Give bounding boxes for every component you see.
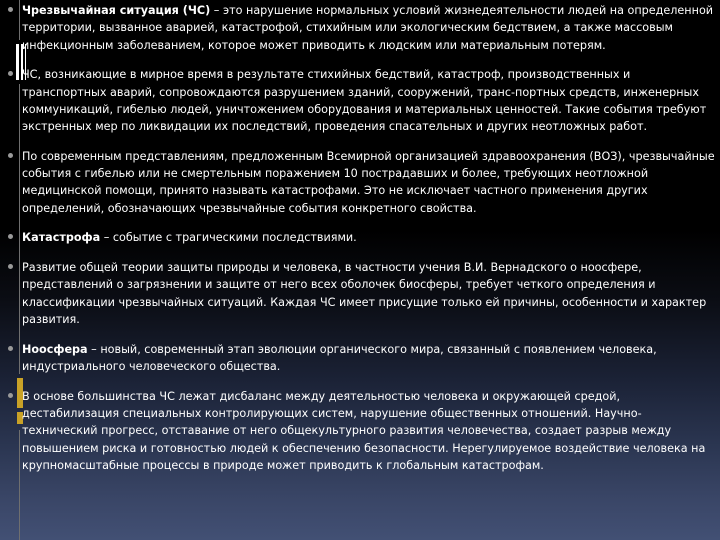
paragraph-noosphere-definition bbox=[22, 341, 716, 376]
paragraph-catastrophe-definition bbox=[22, 229, 716, 246]
decorative-line bbox=[19, 0, 20, 40]
term-emergency: Чрезвычайная ситуация (ЧС) bbox=[22, 4, 211, 17]
decorative-bar bbox=[16, 44, 19, 80]
paragraph-text: По современным представлениям, предложенным Всемирной организацией здравоохранения (ВОЗ), чрезвычайные события с гибелью или не смертельным поражением 10 пострадавших и более, требующих неотложной медицинской помощи, принято называть катастрофами. Это не исключает частного применения других определений, обозначающих чрезвычайные события конкретного свойства. bbox=[22, 149, 715, 215]
term-noosphere: Ноосфера bbox=[22, 342, 88, 356]
decorative-line bbox=[19, 84, 20, 374]
term-catastrophe: Катастрофа bbox=[22, 231, 101, 245]
paragraph-text: – это нарушение нормальных условий жизнедеятельности людей на определенной территории, вызванное аварией, катастрофой, стихийным или экологическим бедствием, а также массовым инфекционным заболеванием, которое может приводить к людским или материальным потерям. bbox=[22, 4, 714, 52]
bullet-icon bbox=[8, 7, 13, 12]
bullet-icon bbox=[8, 346, 13, 351]
paragraph-text: ЧС, возникающие в мирное время в результате стихийных бедствий, катастроф, производственных и транспортных аварий, сопровождаются разрушением зданий, сооружений, транс-портных средств, инженерных коммуникаций, гибелью людей, уничтожением оборудования и материальных ценностей. Такие события требуют экстренных мер по ликвидации их последствий, проведения спасательных и других неотложных работ. bbox=[22, 68, 707, 134]
decorative-line bbox=[19, 430, 20, 540]
slide-left-decoration bbox=[0, 0, 22, 540]
bullet-icon bbox=[8, 393, 13, 398]
paragraph-protection-theory bbox=[22, 259, 716, 328]
paragraph-text: В основе большинства ЧС лежат дисбаланс между деятельностью человека и окружающей средой, дестабилизация специальных контролирующих систем, нарушение общественных отношений. Научно-технический прогресс, отставание от него общекультурного развития человечества, создает разрыв между повышением риска и готовностью людей к обеспечению безопасности. Нерегулируемое воздействие человека на крупномасштабные процессы в природе может приводить к глобальным катастрофам. bbox=[22, 389, 706, 472]
paragraph-emergency-definition bbox=[22, 2, 716, 54]
paragraph-who-definition bbox=[22, 148, 716, 217]
paragraph-peacetime-emergencies bbox=[22, 66, 716, 135]
paragraph-text: Развитие общей теории защиты природы и человека, в частности учения В.И. Вернадского о ноосфере, представлений о загрязнении и защите от него всех оболочек биосферы, требует четкого определения и классификации чрезвычайных ситуаций. Каждая ЧС имеет присущие только ей причины, особенности и характер развития. bbox=[22, 261, 707, 327]
bullet-icon bbox=[8, 153, 13, 158]
slide-body bbox=[22, 2, 716, 487]
paragraph-text: – новый, современный этап эволюции органического мира, связанный с появлением человека, индустриального человеческого общества. bbox=[22, 342, 657, 373]
paragraph-text: – событие с трагическими последствиями. bbox=[100, 231, 357, 245]
paragraph-causes bbox=[22, 388, 716, 474]
